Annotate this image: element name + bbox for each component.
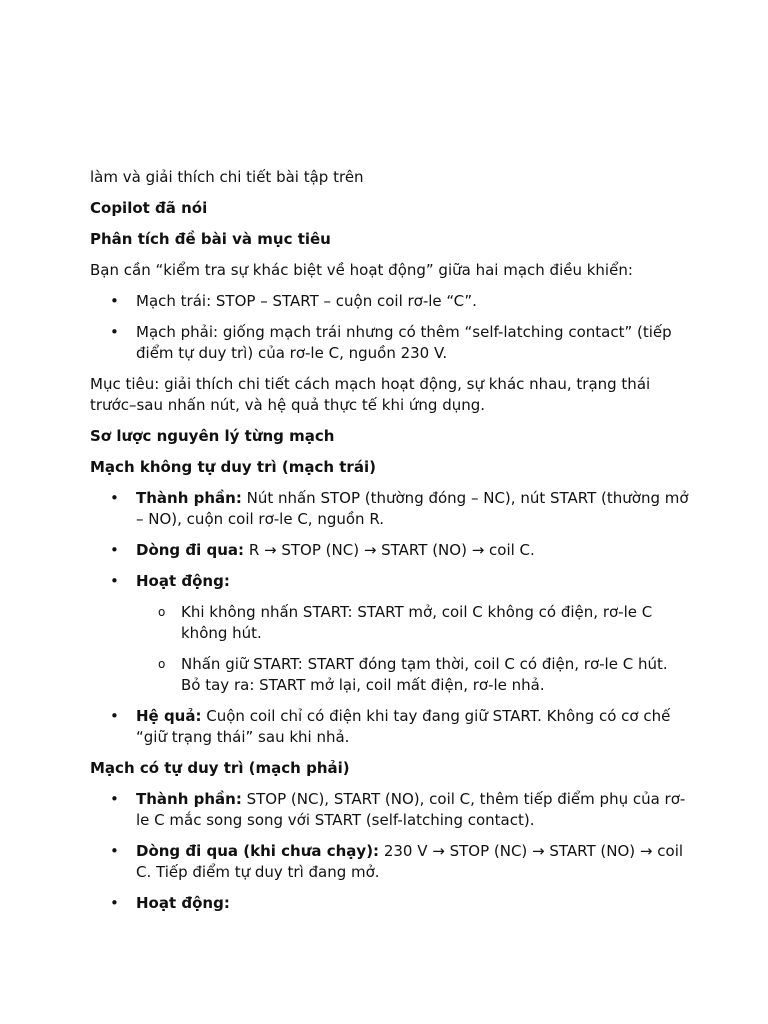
user-prompt: làm và giải thích chi tiết bài tập trên	[90, 168, 364, 186]
list-item	[90, 291, 690, 312]
item-label: Hoạt động:	[136, 894, 230, 912]
operation-sublist	[136, 602, 690, 696]
item-text: 230 V → STOP (NC) → START (NO) → coil C. Tiếp điểm tự duy trì đang mở.	[136, 842, 684, 881]
item-label: Hoạt động:	[136, 572, 230, 590]
bullet-icon: •	[110, 707, 119, 725]
item-label: Dòng đi qua:	[136, 541, 245, 559]
bullet-icon: •	[110, 894, 119, 912]
bullet-icon: •	[110, 323, 119, 341]
sub-item-text: Khi không nhấn START: START mở, coil C không có điện, rơ-le C không hút.	[181, 603, 653, 642]
list-item	[90, 571, 690, 696]
list-item	[90, 322, 690, 364]
section-heading-analysis: Phân tích đề bài và mục tiêu	[90, 230, 331, 248]
list-item	[90, 841, 690, 883]
heading-right-circuit: Mạch có tự duy trì (mạch phải)	[90, 759, 350, 777]
list-item-text: Mạch trái: STOP – START – cuộn coil rơ-le “C”.	[136, 292, 477, 310]
analysis-intro: Bạn cần “kiểm tra sự khác biệt về hoạt động” giữa hai mạch điều khiển:	[90, 261, 633, 279]
item-text: Cuộn coil chỉ có điện khi tay đang giữ START. Không có cơ chế “giữ trạng thái” sau khi nhả.	[136, 707, 671, 746]
item-label: Hệ quả:	[136, 707, 202, 725]
item-label: Dòng đi qua (khi chưa chạy):	[136, 842, 380, 860]
document-content	[90, 167, 690, 924]
goal-text: Mục tiêu: giải thích chi tiết cách mạch hoạt động, sự khác nhau, trạng thái trước–sau nhấn nút, và hệ quả thực tế khi ứng dụng.	[90, 375, 651, 414]
item-label: Thành phần:	[136, 790, 242, 808]
list-item	[90, 540, 690, 561]
left-circuit-list	[90, 488, 690, 748]
list-item	[90, 789, 690, 831]
list-item	[90, 706, 690, 748]
sub-list-item	[136, 654, 690, 696]
circle-bullet-icon: o	[158, 605, 166, 619]
list-item-text: Mạch phải: giống mạch trái nhưng có thêm “self-latching contact” (tiếp điểm tự duy trì) của rơ-le C, nguồn 230 V.	[136, 323, 672, 362]
bullet-icon: •	[110, 541, 119, 559]
item-text: R → STOP (NC) → START (NO) → coil C.	[244, 541, 535, 559]
item-text: STOP (NC), START (NO), coil C, thêm tiếp điểm phụ của rơ-le C mắc song song với START (self-latching contact).	[136, 790, 686, 829]
section-heading-principle: Sơ lược nguyên lý từng mạch	[90, 427, 335, 445]
circuit-list	[90, 291, 690, 364]
list-item	[90, 893, 690, 914]
list-item	[90, 488, 690, 530]
bullet-icon: •	[110, 790, 119, 808]
bullet-icon: •	[110, 292, 119, 310]
item-text: Nút nhấn STOP (thường đóng – NC), nút START (thường mở – NO), cuộn coil rơ-le C, nguồn R.	[136, 489, 689, 528]
right-circuit-list	[90, 789, 690, 914]
sub-item-text: Nhấn giữ START: START đóng tạm thời, coil C có điện, rơ-le C hút. Bỏ tay ra: START mở lại, coil mất điện, rơ-le nhả.	[181, 655, 668, 694]
bullet-icon: •	[110, 489, 119, 507]
sub-list-item	[136, 602, 690, 644]
item-label: Thành phần:	[136, 489, 242, 507]
bullet-icon: •	[110, 842, 119, 860]
bullet-icon: •	[110, 572, 119, 590]
circle-bullet-icon: o	[158, 657, 166, 671]
heading-left-circuit: Mạch không tự duy trì (mạch trái)	[90, 458, 376, 476]
speaker-label: Copilot đã nói	[90, 199, 208, 217]
